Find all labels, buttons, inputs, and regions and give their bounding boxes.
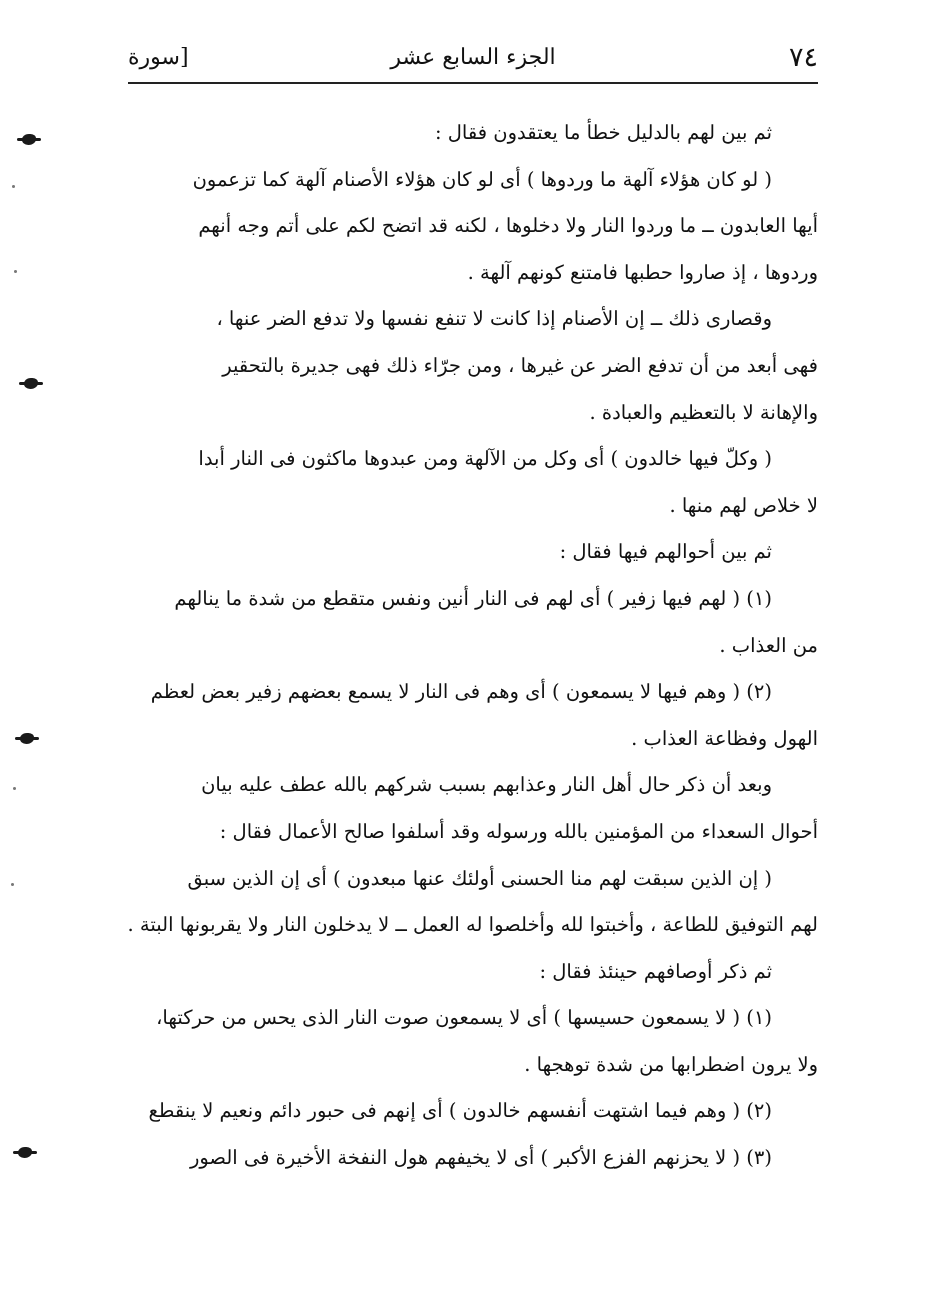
text-line: ( لو كان هؤلاء آلهة ما وردوها ) أى لو كان هؤلاء الأصنام آلهة كما تزعمون <box>192 167 772 191</box>
surah-label: [سورة <box>128 45 189 70</box>
text-line: ( وكلّ فيها خالدون ) أى وكل من الآلهة ومن عبدوها ماكثون فى النار أبدا <box>198 447 772 471</box>
text-line: وردوها ، إذ صاروا حطبها فامتنع كونهم آلهة . <box>467 260 818 284</box>
scan-speck <box>12 185 15 188</box>
page-number: ٧٤ <box>788 42 818 73</box>
text-line: فهى أبعد من أن تدفع الضر عن غيرها ، ومن جرّاء ذلك فهى جديرة بالتحقير <box>222 353 818 377</box>
scan-speck <box>14 270 17 273</box>
text-line: الهول وفظاعة العذاب . <box>631 726 818 750</box>
text-line: (١) ( لا يسمعون حسيسها ) أى لا يسمعون صوت النار الذى يحس من حركتها، <box>156 1006 772 1030</box>
text-line: (٢) ( وهم فيما اشتهت أنفسهم خالدون ) أى إنهم فى حبور دائم ونعيم لا ينقطع <box>148 1099 772 1123</box>
text-line: ثم بين لهم بالدليل خطأ ما يعتقدون فقال : <box>435 121 772 144</box>
body-text <box>128 110 818 1182</box>
page-header <box>128 38 818 78</box>
text-line: ( إن الذين سبقت لهم منا الحسنى أولئك عنها مبعدون ) أى إن الذين سبق <box>187 866 772 890</box>
text-line: ثم بين أحوالهم فيها فقال : <box>559 540 772 564</box>
running-title: الجزء السابع عشر <box>390 45 556 70</box>
margin-mark <box>22 134 36 145</box>
text-line: ثم ذكر أوصافهم حينئذ فقال : <box>539 959 772 983</box>
text-line: لا خلاص لهم منها . <box>669 493 818 517</box>
text-line: وقصارى ذلك ــ إن الأصنام إذا كانت لا تنفع نفسها ولا تدفع الضر عنها ، <box>216 307 772 331</box>
text-line: والإهانة لا بالتعظيم والعبادة . <box>589 400 818 424</box>
text-line: من العذاب . <box>719 633 818 657</box>
text-line: (١) ( لهم فيها زفير ) أى لهم فى النار أنين ونفس متقطع من شدة ما ينالهم <box>174 586 772 610</box>
scan-speck <box>13 787 16 790</box>
header-rule <box>128 82 818 84</box>
margin-mark <box>20 733 34 744</box>
margin-mark <box>24 378 38 389</box>
text-line: (٣) ( لا يحزنهم الفزع الأكبر ) أى لا يخيفهم هول النفخة الأخيرة فى الصور <box>189 1146 772 1170</box>
text-line: ولا يرون اضطرابها من شدة توهجها . <box>524 1052 818 1076</box>
text-line: لهم التوفيق للطاعة ، وأخبتوا لله وأخلصوا له العمل ــ لا يدخلون النار ولا يقربونها البتة . <box>128 913 818 937</box>
margin-mark <box>18 1147 32 1158</box>
scan-speck <box>11 883 14 886</box>
text-line: أيها العابدون ــ ما وردوا النار ولا دخلوها ، لكنه قد اتضح لكم على أتم وجه أنهم <box>198 214 818 238</box>
text-line: أحوال السعداء من المؤمنين بالله ورسوله وقد أسلفوا صالح الأعمال فقال : <box>219 819 818 843</box>
text-line: وبعد أن ذكر حال أهل النار وعذابهم بسبب شركهم بالله عطف عليه بيان <box>201 773 772 797</box>
text-line: (٢) ( وهم فيها لا يسمعون ) أى وهم فى النار لا يسمع بعضهم زفير بعض لعظم <box>150 680 772 704</box>
